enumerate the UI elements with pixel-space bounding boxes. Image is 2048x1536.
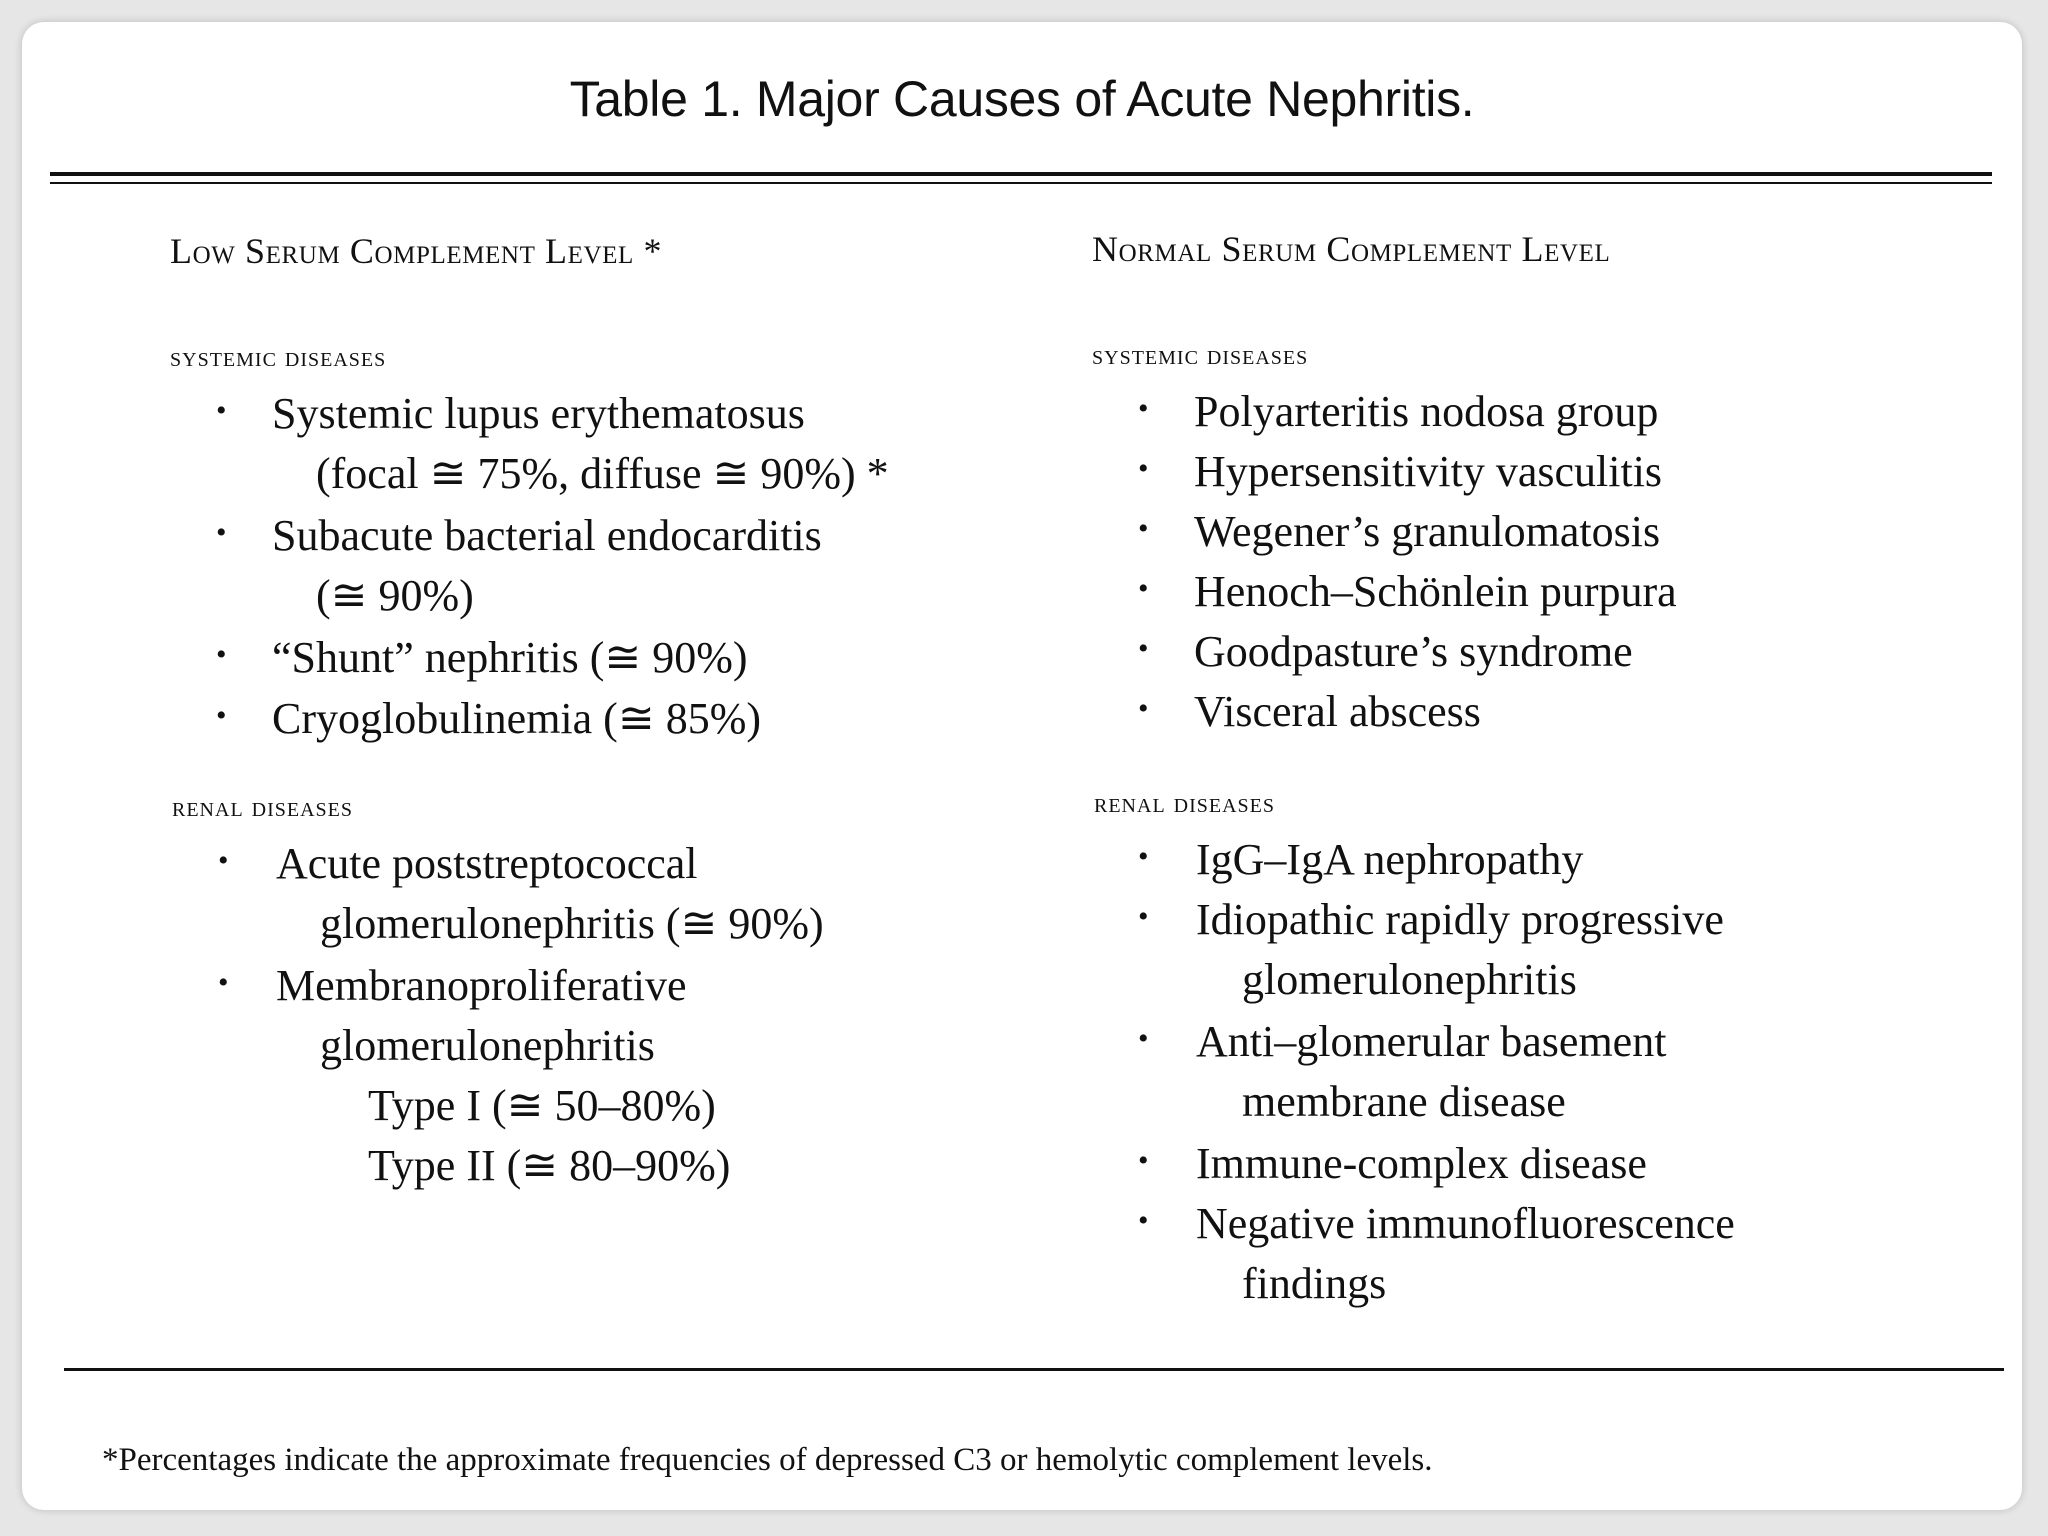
top-rule-thick	[50, 172, 1992, 176]
right-renal-heading: renal diseases	[1094, 788, 1276, 819]
list-item-label: Henoch–Schönlein purpura	[1194, 567, 1677, 616]
list-item-label: Wegener’s granulomatosis	[1194, 507, 1661, 556]
list-item-label: Polyarteritis nodosa group	[1194, 387, 1659, 436]
bullet-icon: •	[218, 966, 229, 999]
bullet-icon: •	[1138, 392, 1149, 425]
right-systemic-heading: systemic diseases	[1092, 340, 1309, 371]
table-title: Table 1. Major Causes of Acute Nephritis.	[569, 71, 1475, 127]
bullet-icon: •	[1138, 1022, 1149, 1055]
list-item-label: Immune-complex disease	[1196, 1139, 1647, 1188]
list-item-label: Goodpasture’s syndrome	[1194, 627, 1633, 676]
list-item-label: IgG–IgA nephropathy	[1196, 835, 1584, 884]
list-item-label: Systemic lupus erythematosus	[272, 389, 805, 438]
left-systemic-heading: systemic diseases	[170, 342, 387, 373]
list-item-label: glomerulonephritis	[1242, 955, 1577, 1004]
bullet-icon: •	[218, 844, 229, 877]
top-rule-thin	[50, 182, 1992, 184]
list-item-label: (≅ 90%)	[316, 571, 474, 620]
table-frame	[22, 22, 2022, 1510]
bullet-icon: •	[216, 394, 227, 427]
bullet-icon: •	[216, 699, 227, 732]
list-item-label: membrane disease	[1242, 1077, 1566, 1126]
bullet-icon: •	[1138, 900, 1149, 933]
list-item-label: glomerulonephritis	[320, 1021, 655, 1070]
bullet-icon: •	[1138, 572, 1149, 605]
list-item-label: Negative immunofluorescence	[1196, 1199, 1735, 1248]
list-item-label: Subacute bacterial endocarditis	[272, 511, 822, 560]
left-column-heading: Low Serum Complement Level *	[170, 231, 663, 271]
bullet-icon: •	[1138, 512, 1149, 545]
list-item-label: findings	[1242, 1259, 1387, 1308]
bullet-icon: •	[1138, 632, 1149, 665]
list-item-label: Membranoproliferative	[276, 961, 687, 1010]
list-item-label: Type I (≅ 50–80%)	[368, 1081, 716, 1130]
bullet-icon: •	[1138, 692, 1149, 725]
bullet-icon: •	[216, 516, 227, 549]
right-column-heading: Normal Serum Complement Level	[1092, 229, 1611, 269]
list-item-label: Visceral abscess	[1194, 687, 1481, 736]
bullet-icon: •	[216, 638, 227, 671]
bullet-icon: •	[1138, 452, 1149, 485]
bullet-icon: •	[1138, 1144, 1149, 1177]
list-item-label: Anti–glomerular basement	[1196, 1017, 1667, 1066]
list-item-label: glomerulonephritis (≅ 90%)	[320, 899, 824, 948]
bullet-icon: •	[1138, 1204, 1149, 1237]
list-item-label: Acute poststreptococcal	[276, 839, 698, 888]
bullet-icon: •	[1138, 840, 1149, 873]
bottom-rule	[64, 1368, 2004, 1371]
list-item-label: Hypersensitivity vasculitis	[1194, 447, 1663, 496]
list-item-label: Cryoglobulinemia (≅ 85%)	[272, 694, 762, 743]
list-item-label: Type II (≅ 80–90%)	[368, 1141, 731, 1190]
list-item-label: Idiopathic rapidly progressive	[1196, 895, 1724, 944]
left-renal-heading: renal diseases	[172, 792, 354, 823]
footnote: *Percentages indicate the approximate frequencies of depressed C3 or hemolytic complement levels.	[102, 1442, 1433, 1478]
list-item-label: (focal ≅ 75%, diffuse ≅ 90%) *	[316, 449, 889, 498]
list-item-label: “Shunt” nephritis (≅ 90%)	[272, 633, 748, 682]
